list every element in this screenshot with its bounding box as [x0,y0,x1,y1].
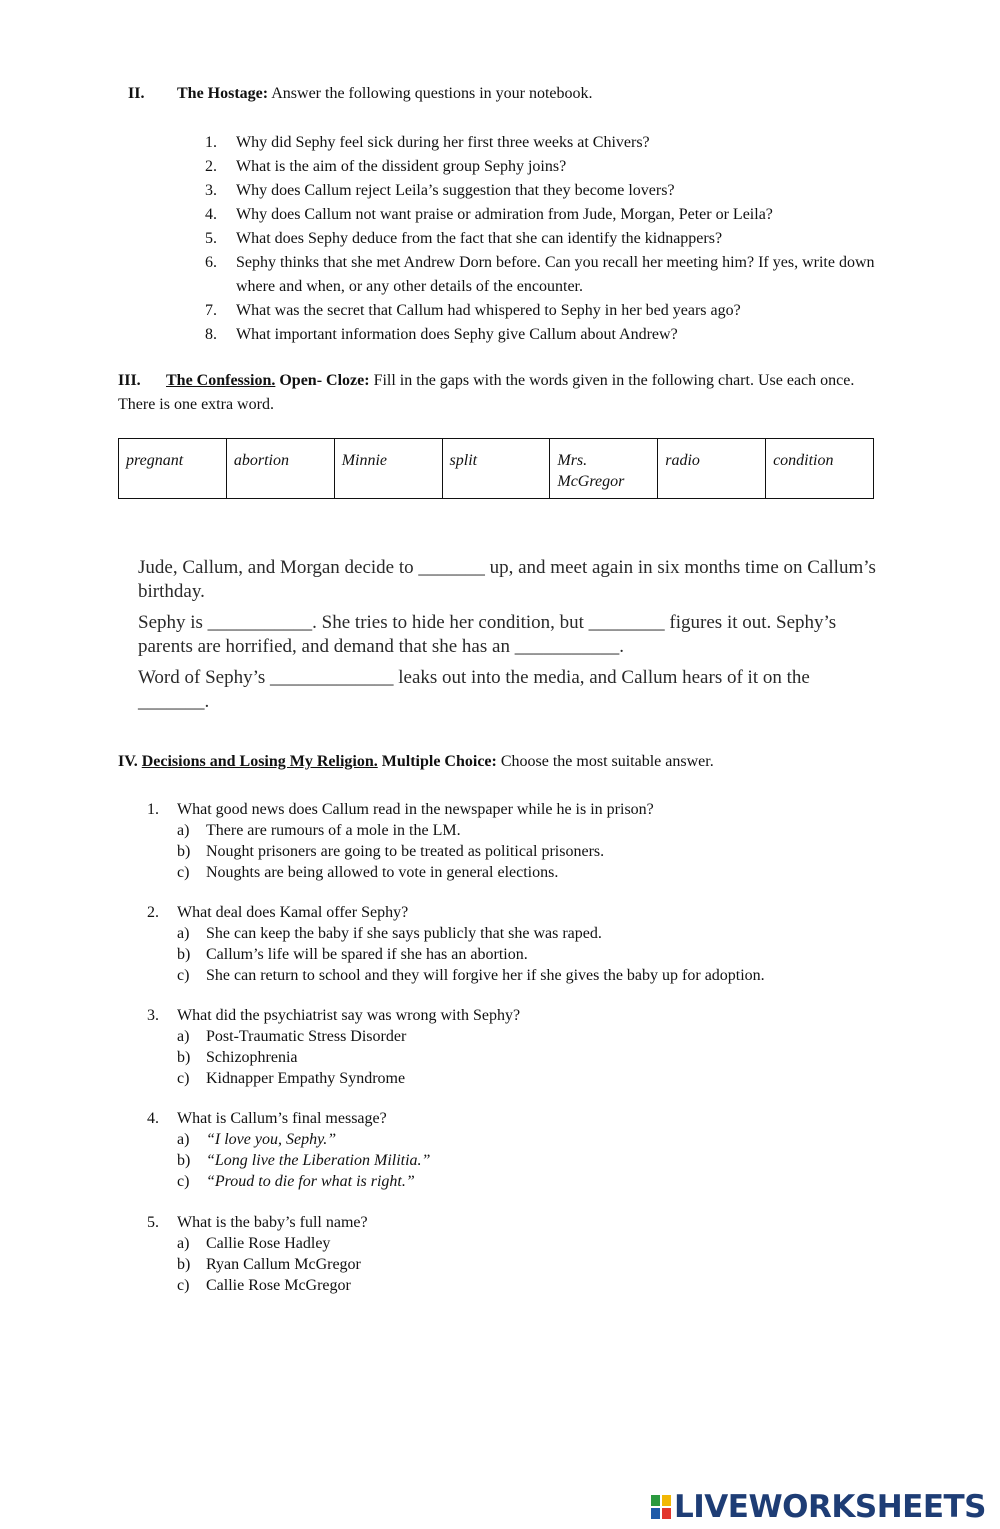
mcq-question: 1. What good news does Callum read in the newspaper while he is in prison? a) There are rumours of a mole in the LM. b) Nought prisoners are going to be treated as political prisoners. c) Noughts are being allowed to vote in general elections. [147,799,867,883]
mcq-question: 3. What did the psychiatrist say was wrong with Sephy? a) Post-Traumatic Stress Disorder b) Schizophrenia c) Kidnapper Empathy Syndrome [147,1005,867,1089]
word-bank-cell: abortion [226,439,334,499]
question-item: 3. Why does Callum reject Leila’s suggestion that they become lovers? [205,182,675,199]
question-text: What is Callum’s final message? [177,1110,387,1127]
word-bank-cell: Mrs. McGregor [550,439,658,499]
answer-option: c) Callie Rose McGregor [177,1277,351,1294]
mcq-question: 2. What deal does Kamal offer Sephy? a) She can keep the baby if she says publicly that she was raped. b) Callum’s life will be spared if she has an abortion. c) She can return to school and they will forgive her if she gives the baby up for adoption. [147,902,867,986]
answer-option: b) Ryan Callum McGregor [177,1256,361,1273]
section-2-title: The Hostage: [177,85,269,102]
question-item: 8. What important information does Sephy give Callum about Andrew? [205,326,678,343]
answer-option: b) “Long live the Liberation Militia.” [177,1152,431,1169]
question-item: 6. Sephy thinks that she met Andrew Dorn before. Can you recall her meeting him? If yes, write down where and when, or any other details of the encounter. [205,254,875,295]
answer-option: a) Callie Rose Hadley [177,1235,331,1252]
logo-square [662,1495,671,1506]
word-bank-table [118,438,874,499]
answer-option: c) Kidnapper Empathy Syndrome [177,1070,406,1087]
word-bank-cell: split [442,439,550,499]
section-3-numeral: III. [118,372,141,389]
section-2-question-list [205,131,895,347]
answer-option: a) She can keep the baby if she says publicly that she was raped. [177,925,602,942]
section-3-subtitle: Open- Cloze: [275,372,370,389]
section-3-title: The Confession. [166,372,276,389]
answer-option: a) “I love you, Sephy.” [177,1131,337,1148]
question-text: What did the psychiatrist say was wrong with Sephy? [177,1007,521,1024]
word-bank-cell: pregnant [119,439,227,499]
answer-option: b) Schizophrenia [177,1049,298,1066]
word-bank-cell: condition [766,439,874,499]
question-item: 7. What was the secret that Callum had whispered to Sephy in her bed years ago? [205,302,741,319]
logo-square [651,1508,660,1519]
question-item: 2. What is the aim of the dissident group Sephy joins? [205,158,567,175]
section-3-instruction: Fill in the gaps with the words given in the following chart. Use each once. There is one extra word. [118,372,855,413]
section-2-numeral: II. [128,85,145,102]
question-item: 1. Why did Sephy feel sick during her first three weeks at Chivers? [205,134,650,151]
answer-option: c) Noughts are being allowed to vote in general elections. [177,864,559,881]
logo-square [662,1508,671,1519]
section-4-title: Decisions and Losing My Religion. [141,753,378,770]
section-4-numeral: IV. [118,753,138,770]
cloze-paragraph: Word of Sephy’s _____________ leaks out into the media, and Callum hears of it on the _______. [138,667,810,712]
liveworksheets-logo-icon [651,1495,671,1519]
word-bank-cell: radio [658,439,766,499]
section-2-heading [128,84,593,104]
answer-option: a) Post-Traumatic Stress Disorder [177,1028,407,1045]
answer-option: c) She can return to school and they will forgive her if she gives the baby up for adoption. [177,967,765,984]
answer-option: c) “Proud to die for what is right.” [177,1173,415,1190]
question-item: 5. What does Sephy deduce from the fact that she can identify the kidnappers? [205,230,723,247]
section-3-heading [118,369,878,417]
answer-option: b) Nought prisoners are going to be treated as political prisoners. [177,843,605,860]
section-4-heading [118,751,714,773]
liveworksheets-logo[interactable] [651,1487,986,1527]
answer-option: b) Callum’s life will be spared if she has an abortion. [177,946,528,963]
answer-option: a) There are rumours of a mole in the LM. [177,822,461,839]
word-bank-cell: Minnie [334,439,442,499]
section-4-instruction: Choose the most suitable answer. [496,753,714,770]
question-text: What good news does Callum read in the newspaper while he is in prison? [177,801,654,818]
section-4-subtitle: Multiple Choice: [377,753,497,770]
question-text: What deal does Kamal offer Sephy? [177,904,409,921]
section-2-instruction: Answer the following questions in your notebook. [268,85,593,102]
liveworksheets-logo-text: LIVEWORKSHEETS [674,1489,986,1525]
mcq-question: 5. What is the baby’s full name? a) Callie Rose Hadley b) Ryan Callum McGregor c) Callie Rose McGregor [147,1212,867,1296]
cloze-paragraph: Jude, Callum, and Morgan decide to _______ up, and meet again in six months time on Callum’s birthday. [138,557,876,602]
question-item: 4. Why does Callum not want praise or admiration from Jude, Morgan, Peter or Leila? [205,206,773,223]
logo-square [651,1495,660,1506]
mcq-question: 4. What is Callum’s final message? a) “I love you, Sephy.” b) “Long live the Liberation Militia.” c) “Proud to die for what is right.” [147,1108,867,1192]
cloze-paragraph: Sephy is ___________. She tries to hide her condition, but ________ figures it out. Sephy’s parents are horrified, and demand that she has an ___________. [138,612,837,657]
question-text: What is the baby’s full name? [177,1214,368,1231]
